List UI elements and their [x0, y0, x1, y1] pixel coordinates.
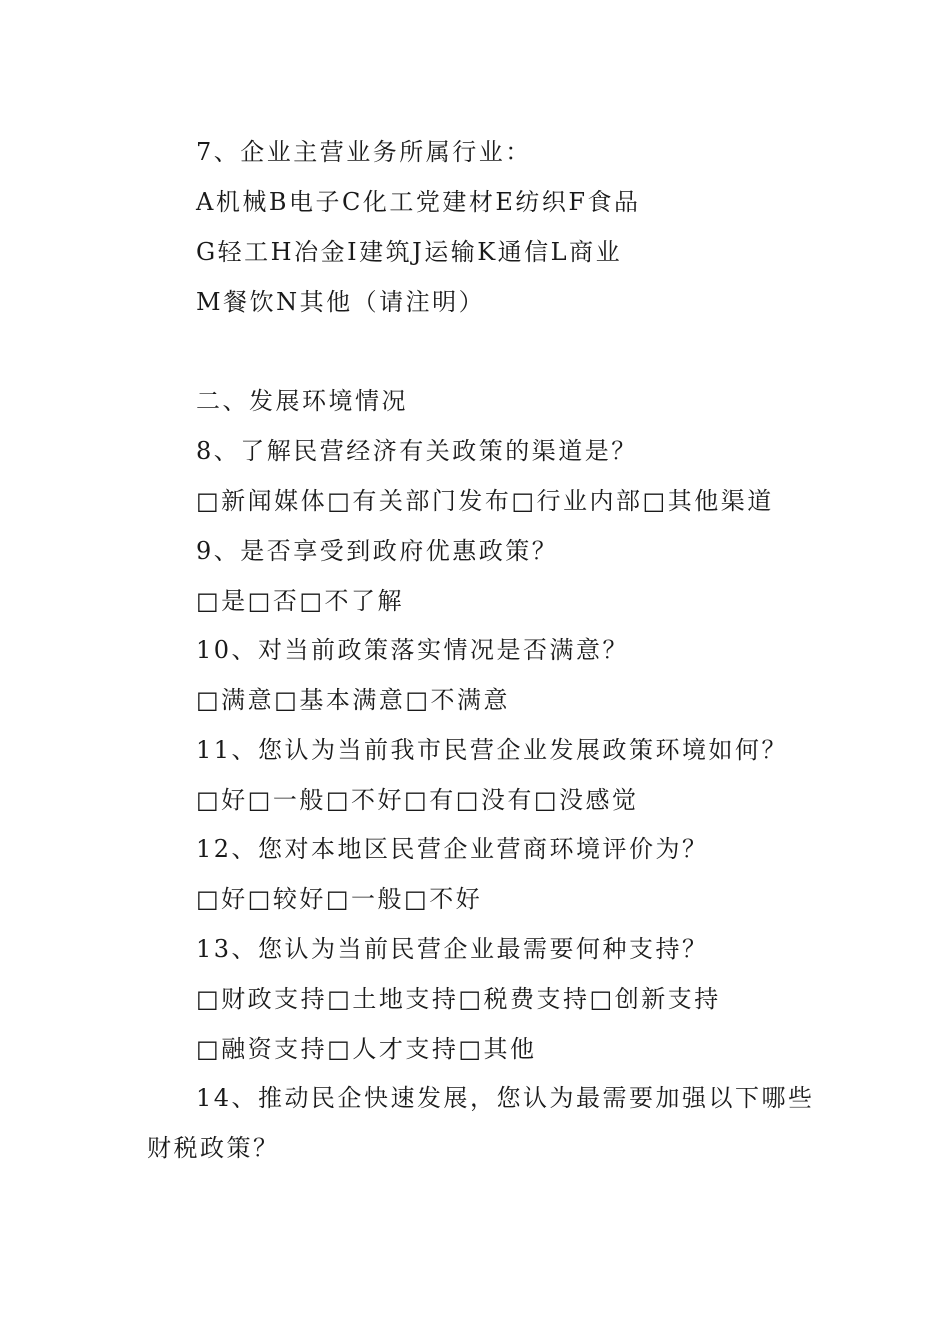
question-9: 9、是否享受到政府优惠政策？	[196, 537, 559, 565]
q7-options-line-2: G轻工H冶金I建筑J运输K通信L商业	[196, 238, 623, 266]
question-10: 10、对当前政策落实情况是否满意？	[196, 636, 630, 664]
question-14-line-2: 财税政策？	[147, 1134, 280, 1162]
q10-options: □满意□基本满意□不满意	[196, 686, 511, 714]
q13-options-line-1: □财政支持□土地支持□税费支持□创新支持	[196, 985, 721, 1013]
question-8: 8、了解民营经济有关政策的渠道是？	[196, 437, 638, 465]
q9-options: □是□否□不了解	[196, 587, 405, 615]
question-13: 13、您认为当前民营企业最需要何种支持？	[196, 935, 709, 963]
question-14-line-1: 14、推动民企快速发展，您认为最需要加强以下哪些	[196, 1084, 815, 1112]
section-heading: 二、发展环境情况	[196, 387, 408, 415]
q11-options: □好□一般□不好□有□没有□没感觉	[196, 786, 639, 814]
q7-options-line-3: M餐饮N其他（请注明）	[196, 288, 486, 316]
question-12: 12、您对本地区民营企业营商环境评价为？	[196, 835, 709, 863]
question-11: 11、您认为当前我市民营企业发展政策环境如何？	[196, 736, 789, 764]
q8-options: □新闻媒体□有关部门发布□行业内部□其他渠道	[196, 487, 774, 515]
q12-options: □好□较好□一般□不好	[196, 885, 483, 913]
q7-options-line-1: A机械B电子C化工党建材E纺织F食品	[196, 188, 641, 216]
q13-options-line-2: □融资支持□人才支持□其他	[196, 1035, 537, 1063]
question-7: 7、企业主营业务所属行业：	[196, 138, 532, 166]
